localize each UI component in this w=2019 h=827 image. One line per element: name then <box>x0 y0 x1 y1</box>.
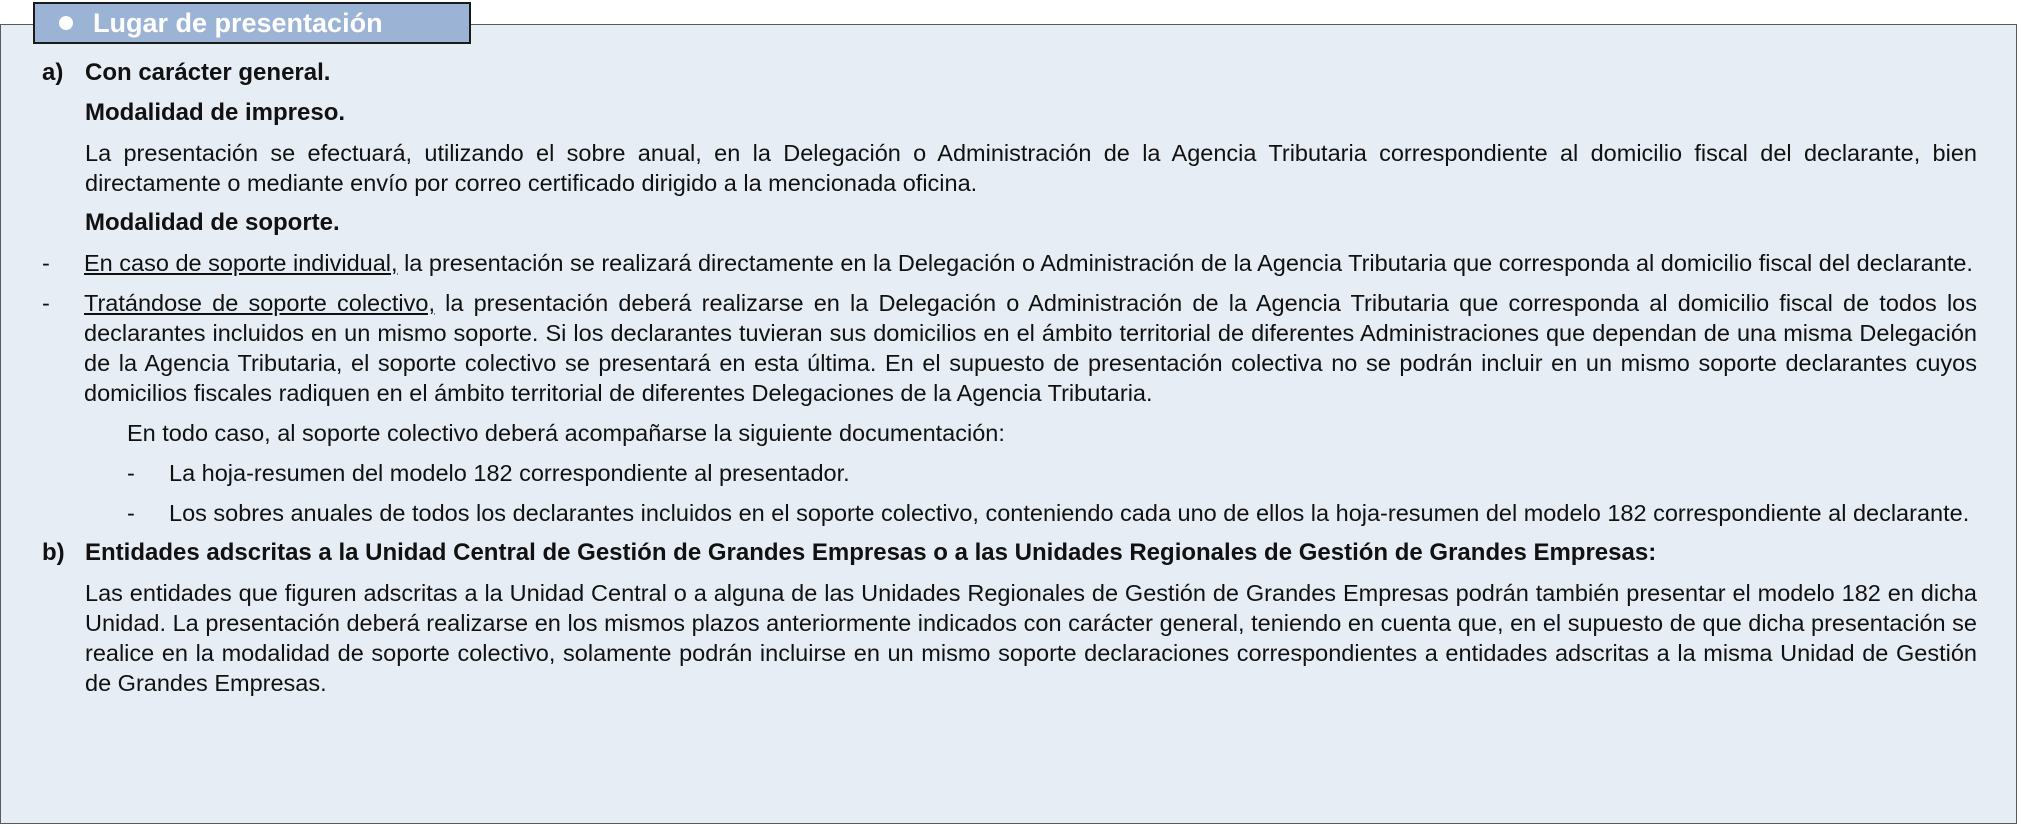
bullet-icon <box>59 16 73 30</box>
doc-item <box>127 458 1977 488</box>
dash-marker: - <box>42 290 50 316</box>
soporte-individual-text: la presentación se realizará directamente en la Delegación o Administración de la Agencia Tributaria que corresponda al domicilio fiscal del declarante. <box>397 250 1973 276</box>
impreso-text: La presentación se efectuará, utilizando el sobre anual, en la Delegación o Administración de la Agencia Tributaria correspondiente al domicilio fiscal del declarante, bien directamente o mediante envío por correo certificado dirigido a la mencionada oficina. <box>85 140 1977 196</box>
section-tab <box>33 2 471 44</box>
dash-marker: - <box>127 460 135 486</box>
soporte-colectivo-text: la presentación deberá realizarse en la Delegación o Administración de la Agencia Tributaria que corresponda al domicilio fiscal de todos los declarantes incluidos en un mismo soporte. Si los declarantes tuvieran sus domicilios en el ámbito territorial de diferentes Administraciones que dependan de una misma Delegación de la Agencia Tributaria, el soporte colectivo se presentará en esta última. En el supuesto de presentación colectiva no se podrán incluir en un mismo soporte declarantes cuyos domicilios fiscales radiquen en el ámbito territorial de diferentes Delegaciones de la Agencia Tributaria. <box>84 290 1978 406</box>
soporte-colectivo-lead: Tratándose de soporte colectivo, <box>84 290 435 316</box>
item-b-heading-row <box>42 538 1977 568</box>
item-b-marker: b) <box>42 539 65 566</box>
doc-item-text: Los sobres anuales de todos los declarantes incluidos en el soporte colectivo, conteniendo cada uno de ellos la hoja-resumen del modelo 182 correspondiente al declarante. <box>169 500 1970 526</box>
todo-caso-text: En todo caso, al soporte colectivo deberá acompañarse la siguiente documentación: <box>127 420 1005 446</box>
soporte-individual-paragraph <box>84 248 1977 278</box>
doc-item <box>127 498 1977 528</box>
soporte-heading: Modalidad de soporte. <box>85 209 340 236</box>
item-a-heading-row <box>42 58 1977 88</box>
item-b-text: Las entidades que figuren adscritas a la Unidad Central o a alguna de las Unidades Regionales de Gestión de Grandes Empresas podrán también presentar el modelo 182 en dicha Unidad. La presentación deberá realizarse en los mismos plazos anteriormente indicados con carácter general, teniendo en cuenta que, en el supuesto de que dicha presentación se realice en la modalidad de soporte colectivo, solamente podrán incluirse en un mismo soporte declaraciones correspondientes a entidades adscritas a la misma Unidad de Gestión de Grandes Empresas. <box>85 580 1977 696</box>
doc-item-text: La hoja-resumen del modelo 182 correspondiente al presentador. <box>169 460 850 486</box>
impreso-heading: Modalidad de impreso. <box>85 99 346 126</box>
soporte-colectivo-paragraph <box>84 288 1977 408</box>
item-a-marker: a) <box>42 59 64 86</box>
soporte-individual-item <box>42 248 1977 278</box>
dash-marker: - <box>127 500 135 526</box>
soporte-individual-lead: En caso de soporte individual, <box>84 250 398 276</box>
content-body <box>42 58 1977 698</box>
item-b-heading: Entidades adscritas a la Unidad Central de Gestión de Grandes Empresas o a las Unidades Regionales de Gestión de Grandes Empresas: <box>85 539 1657 566</box>
section-title: Lugar de presentación <box>93 7 383 38</box>
soporte-colectivo-item <box>42 288 1977 408</box>
item-a-heading: Con carácter general. <box>85 59 331 86</box>
dash-marker: - <box>42 250 50 276</box>
